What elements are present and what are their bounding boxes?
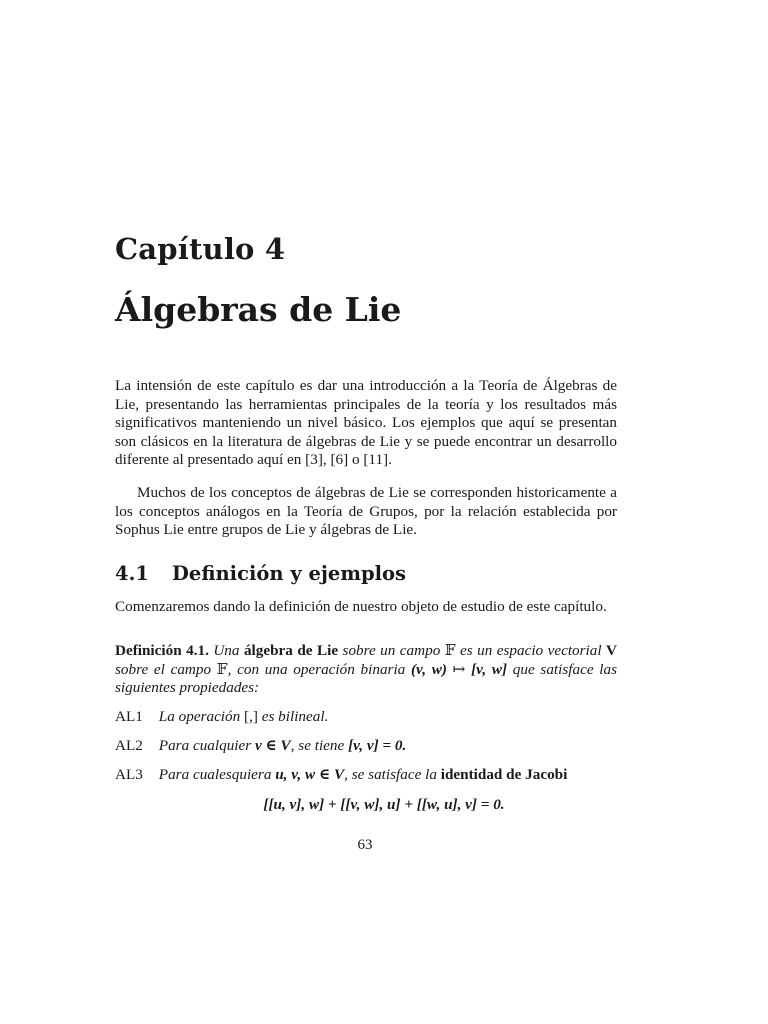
math-bracket: [v, w] <box>471 660 508 678</box>
intro-paragraph-2: Muchos de los conceptos de álgebras de Lie se corresponden historicamente a los conceptos análogos en la Teoría de Grupos, por la relación establecida por Sophus Lie entre grupos de Lie y álgebras de Lie. <box>115 484 617 539</box>
axiom-math: u, v, w ∈ V <box>275 766 345 783</box>
definition-text: es un espacio vectorial <box>460 642 602 659</box>
section-number: 4.1 <box>115 562 149 585</box>
definition-text: sobre un campo <box>342 642 441 659</box>
math-field: 𝔽 <box>444 642 456 659</box>
section-intro: Comenzaremos dando la definición de nuestro objeto de estudio de este capítulo. <box>115 598 607 615</box>
definition-text: , con una operación binaria <box>227 660 406 678</box>
axiom-text: Para cualesquiera <box>158 766 272 783</box>
axiom-text: , se satisface la <box>344 766 437 783</box>
axiom-text: Para cualquier <box>158 737 252 754</box>
axiom-al1 <box>115 708 617 727</box>
definition-text: Una <box>213 642 240 659</box>
math-pair: (v, w) <box>411 660 447 678</box>
maps-to-symbol: ↦ <box>452 660 466 678</box>
axiom-tag: AL2 <box>115 737 143 754</box>
axiom-tag: AL1 <box>115 708 143 725</box>
intro-paragraph-1: La intensión de este capítulo es dar una introducción a la Teoría de Álgebras de Lie, presentando las herramientas principales de la teoría y los resultados más significativos manteniendo un nivel básico. Los ejemplos que aquí se presentan son clásicos en la literatura de álgebras de Lie y se puede encontrar un desarrollo diferente al presentado aquí en [3], [6] o [11]. <box>115 377 617 469</box>
math-space: V <box>606 642 618 659</box>
definition-text: que satisface las siguientes propiedades: <box>115 660 617 697</box>
axiom-al2 <box>115 737 617 756</box>
section-title: Definición y ejemplos <box>172 562 406 585</box>
axiom-math: [v, v] = 0. <box>348 737 407 754</box>
axiom-tag: AL3 <box>115 766 143 783</box>
jacobi-equation <box>0 796 768 814</box>
section-heading <box>115 562 406 585</box>
math-field: 𝔽 <box>216 660 228 678</box>
chapter-title: Álgebras de Lie <box>115 290 402 329</box>
axiom-text: , se tiene <box>290 737 345 754</box>
page-number: 63 <box>357 837 373 853</box>
definition-block <box>115 642 617 698</box>
axiom-math: v ∈ V <box>254 737 291 754</box>
axiom-term: identidad de Jacobi <box>440 766 568 783</box>
axiom-math: [,] <box>244 708 258 725</box>
axiom-text: es bilineal. <box>261 708 329 725</box>
definition-label: Definición 4.1. <box>115 642 209 659</box>
equation-text: [[u, v], w] + [[v, w], u] + [[w, u], v] = 0. <box>263 796 505 813</box>
axiom-text: La operación <box>158 708 241 725</box>
definition-term: álgebra de Lie <box>243 642 339 659</box>
chapter-label: Capítulo 4 <box>115 232 286 266</box>
definition-text: sobre el campo <box>115 660 212 678</box>
axiom-al3 <box>115 766 617 785</box>
